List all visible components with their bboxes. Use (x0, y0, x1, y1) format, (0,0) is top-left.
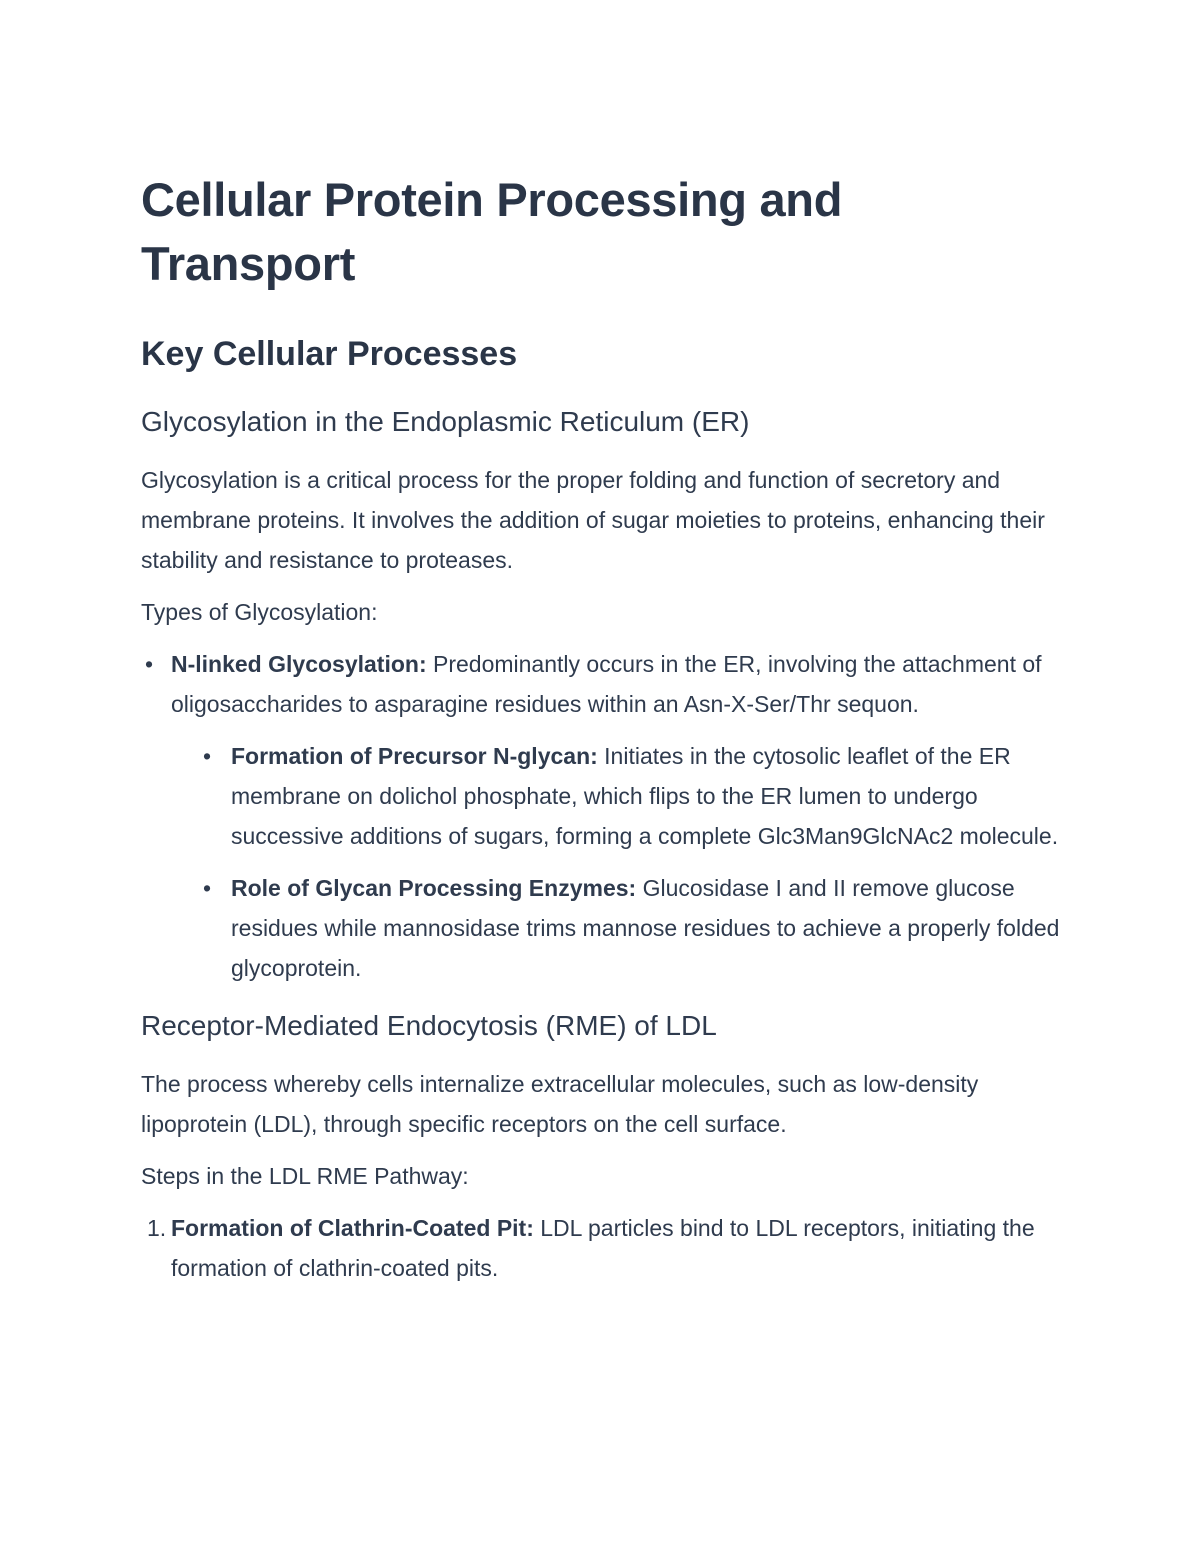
glycosylation-types-label: Types of Glycosylation: (141, 599, 378, 625)
n-linked-sublist (171, 736, 1061, 988)
list-item-text: Glucosidase I and II remove glucose residues while mannosidase trims mannose residues to achieve a properly folded glycoprotein. (231, 875, 1060, 981)
bullet-icon: • (203, 875, 212, 901)
glycosylation-heading: Glycosylation in the Endoplasmic Reticulum (ER) (141, 406, 750, 437)
list-item-term: Formation of Clathrin-Coated Pit: (171, 1215, 534, 1241)
rme-steps-label: Steps in the LDL RME Pathway: (141, 1163, 469, 1189)
bullet-icon: • (203, 743, 212, 769)
list-item-n-linked (141, 644, 1061, 988)
list-item-text: LDL particles bind to LDL receptors, initiating the formation of clathrin-coated pits. (171, 1215, 1035, 1281)
rme-intro: The process whereby cells internalize extracellular molecules, such as low-density lipoprotein (LDL), through specific receptors on the cell surface. (141, 1071, 979, 1137)
list-item-step-1 (141, 1208, 1061, 1288)
list-item-term: Role of Glycan Processing Enzymes: (231, 875, 637, 901)
list-item-term: N-linked Glycosylation: (171, 651, 427, 677)
list-item-precursor-n-glycan (171, 736, 1061, 856)
list-item-glycan-enzymes (171, 868, 1061, 988)
bullet-icon: • (145, 651, 154, 677)
rme-heading: Receptor-Mediated Endocytosis (RME) of LDL (141, 1010, 717, 1041)
step-number: 1. (147, 1215, 167, 1241)
section-heading: Key Cellular Processes (141, 335, 518, 373)
document-page (141, 168, 1061, 1288)
glycosylation-intro: Glycosylation is a critical process for the proper folding and function of secretory and membrane proteins. It involves the addition of sugar moieties to proteins, enhancing their stability and resistance to proteases. (141, 467, 1045, 573)
list-item-text: Initiates in the cytosolic leaflet of the ER membrane on dolichol phosphate, which flips to the ER lumen to undergo successive additions of sugars, forming a complete Glc3Man9GlcNAc2 molecule. (231, 743, 1059, 849)
list-item-text: Predominantly occurs in the ER, involving the attachment of oligosaccharides to asparagine residues within an Asn-X-Ser/Thr sequon. (171, 651, 1042, 717)
document-title: Cellular Protein Processing and Transport (141, 173, 843, 290)
rme-steps-list (141, 1208, 1061, 1288)
glycosylation-types-list (141, 644, 1061, 988)
list-item-term: Formation of Precursor N-glycan: (231, 743, 598, 769)
